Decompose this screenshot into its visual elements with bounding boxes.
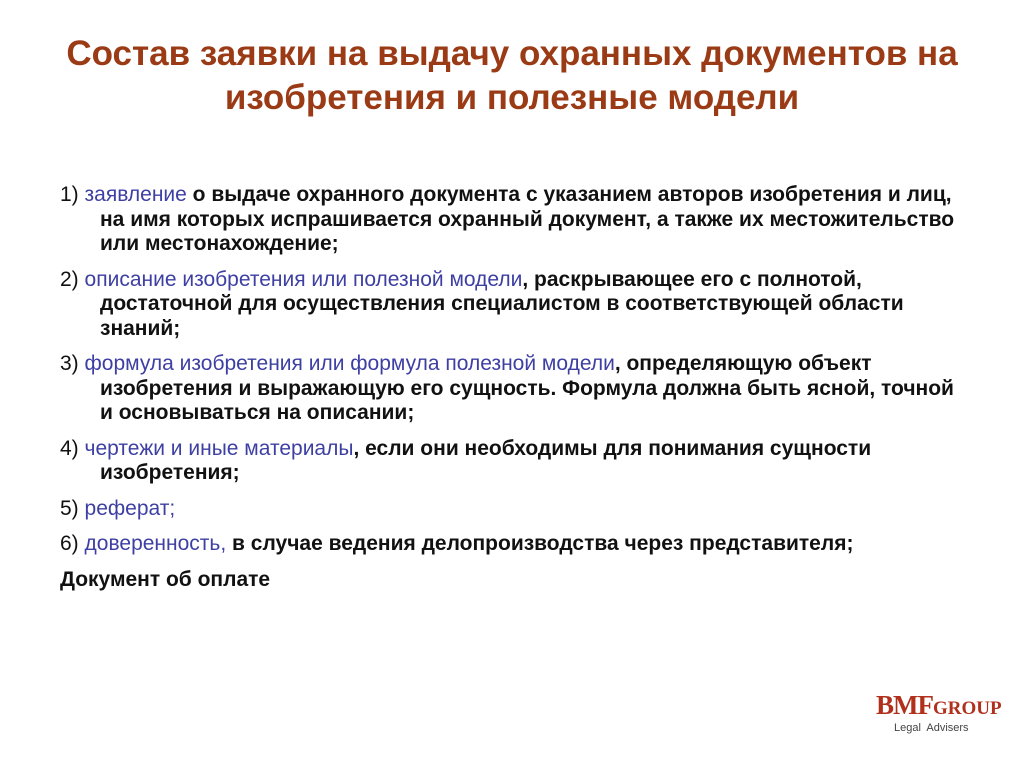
- list-item: [60, 532, 970, 557]
- item-text: , раскрывающее его с полнотой, достаточной для осуществления специалистом в соответствующей области знаний;: [100, 267, 904, 340]
- item-number: 2): [60, 267, 79, 291]
- item-highlight: заявление: [84, 183, 187, 206]
- item-text: , определяющую объект изобретения и выражающую его сущность. Формула должна быть ясной, точной и основываться на описании;: [100, 352, 954, 424]
- logo-group: GROUP: [933, 698, 1002, 719]
- item-number: 3): [60, 352, 79, 375]
- item-text: , если они необходимы для понимания сущности изобретения;: [100, 436, 872, 484]
- item-number: 4): [60, 436, 79, 460]
- list-item: [60, 352, 970, 426]
- item-number: 6): [60, 532, 79, 555]
- item-number: 1): [60, 183, 79, 206]
- logo-wordmark: [876, 692, 1002, 719]
- item-text: о выдаче охранного документа с указанием авторов изобретения и лиц, на имя которых испрашивается охранный документ, а также их местожительство или местонахождение;: [100, 183, 955, 255]
- list-item: [60, 497, 970, 522]
- logo-tagline: Legal Advisers: [894, 722, 969, 734]
- list-item: [60, 437, 970, 486]
- item-highlight: доверенность,: [84, 532, 227, 555]
- item-highlight: описание изобретения или полезной модели: [84, 267, 523, 291]
- item-highlight: чертежи и иные материалы: [84, 436, 354, 460]
- list-item: [60, 268, 970, 342]
- requirements-list: [60, 183, 970, 592]
- item-text: в случае ведения делопроизводства через представителя;: [226, 532, 854, 555]
- logo-bmf: BMF: [876, 690, 933, 720]
- item-highlight: реферат;: [84, 496, 176, 520]
- list-item-payment-document: Документ об оплате: [60, 567, 271, 591]
- item-number: 5): [60, 496, 79, 520]
- item-highlight: формула изобретения или формула полезной модели: [84, 352, 615, 375]
- slide-title: Состав заявки на выдачу охранных документов на изобретения и полезные модели: [66, 34, 958, 117]
- list-item: [60, 183, 970, 257]
- bmf-group-logo: [876, 690, 1002, 742]
